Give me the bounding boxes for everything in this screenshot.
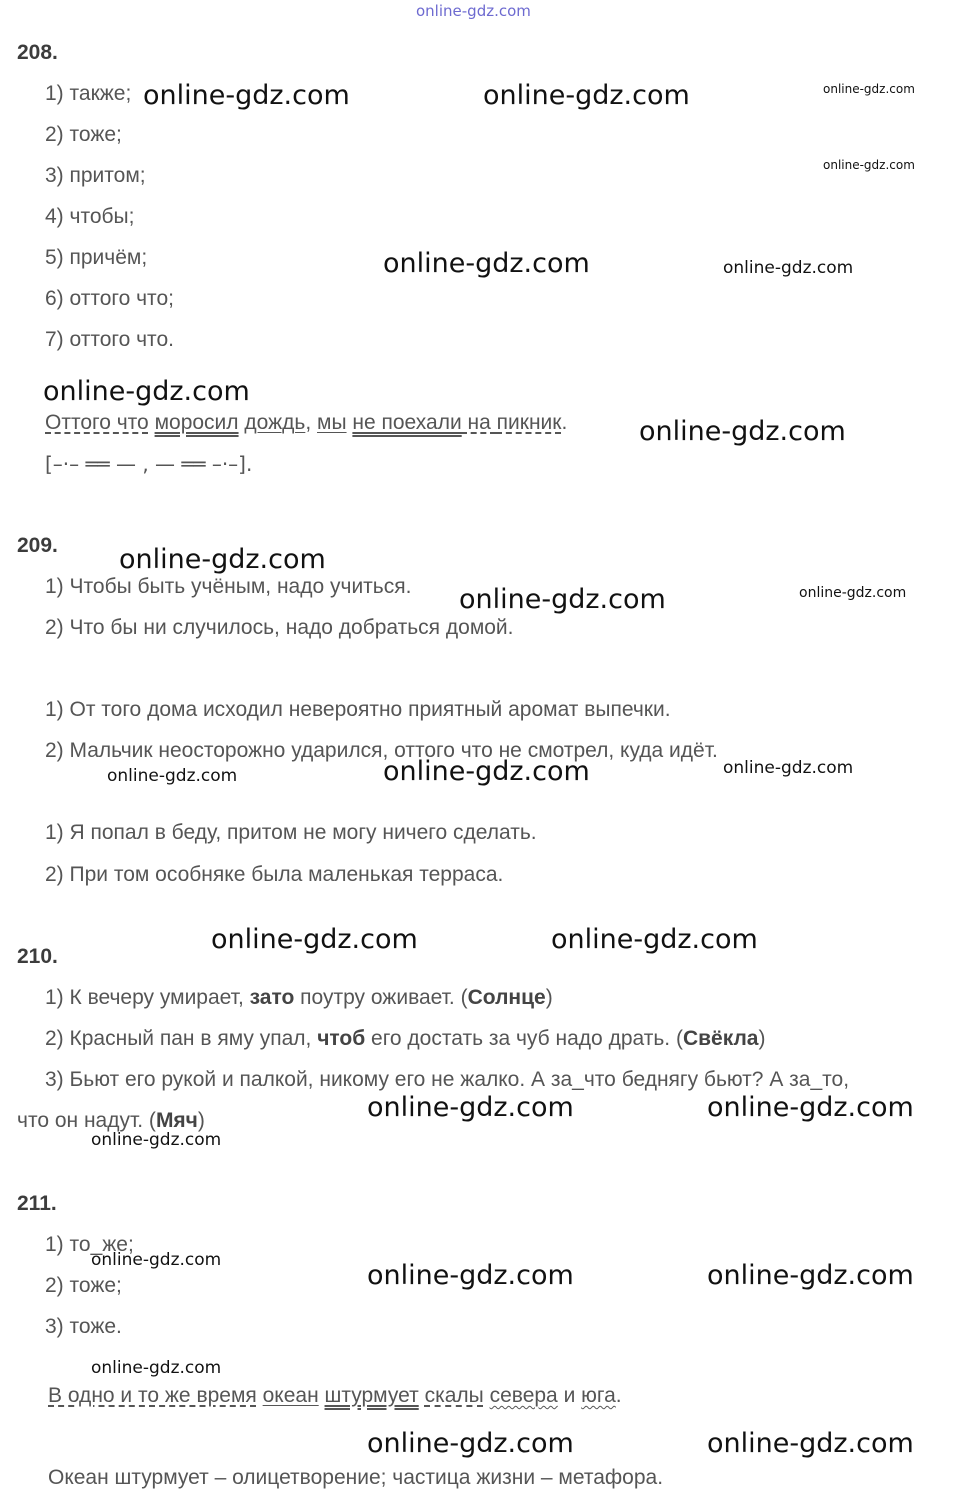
ex208-subject-1: дождь [244, 411, 306, 434]
ex210-r2-close: ) [758, 1027, 766, 1050]
exercise-number-209: 209. [17, 534, 58, 557]
ex210-r1-text2: поутру оживает. ( [294, 986, 468, 1009]
ex211-adverbial: В одно и то же время [48, 1384, 257, 1407]
ex209-a-item-2: 2) Что бы ни случилось, надо добраться домой. [45, 616, 514, 639]
ex208-subject-2: мы [317, 411, 347, 434]
exercise-number-211: 211. [17, 1192, 57, 1215]
watermark-8[interactable]: online-gdz.com [639, 416, 846, 447]
ex208-comma: , [305, 411, 318, 434]
ex211-subject: океан [262, 1384, 319, 1407]
ex210-r3-text: что он надут. ( [17, 1109, 156, 1132]
watermark-5[interactable]: online-gdz.com [383, 248, 590, 279]
ex208-item-7: 7) оттого что. [45, 328, 174, 351]
ex208-predicate-1: моросил [154, 411, 239, 434]
ex211-attribute-1: севера [489, 1384, 558, 1407]
ex208-item-1: 1) также; [45, 82, 132, 105]
ex209-b-item-2: 2) Мальчик неосторожно ударился, оттого что не смотрел, куда идёт. [45, 739, 718, 762]
watermark-24[interactable]: online-gdz.com [367, 1428, 574, 1459]
ex208-scheme: [–·– ══ — , — ══ –·–]. [45, 452, 253, 476]
watermark-16[interactable]: online-gdz.com [551, 924, 758, 955]
ex209-b-item-1: 1) От того дома исходил невероятно приятный аромат выпечки. [45, 698, 671, 721]
watermark-15[interactable]: online-gdz.com [211, 924, 418, 955]
watermark-14[interactable]: online-gdz.com [723, 758, 854, 778]
watermark-10[interactable]: online-gdz.com [459, 584, 666, 615]
ex210-r3-close: ) [197, 1109, 205, 1132]
ex210-riddle-2 [45, 1027, 765, 1051]
watermark-7[interactable]: online-gdz.com [43, 376, 250, 407]
watermark-25[interactable]: online-gdz.com [707, 1428, 914, 1459]
ex211-conj-i: и [557, 1384, 582, 1407]
exercise-number-208: 208. [17, 41, 58, 64]
ex208-preposition: на [461, 411, 497, 434]
site-header-label[interactable]: online-gdz.com [416, 2, 531, 20]
watermark-6[interactable]: online-gdz.com [723, 258, 854, 278]
watermark-4[interactable]: online-gdz.com [823, 158, 915, 172]
ex208-item-4: 4) чтобы; [45, 205, 135, 228]
watermark-23[interactable]: online-gdz.com [91, 1358, 222, 1378]
ex210-r2-conj: чтоб [317, 1027, 366, 1050]
watermark-11[interactable]: online-gdz.com [799, 585, 907, 601]
ex209-a-item-1: 1) Чтобы быть учёным, надо учиться. [45, 575, 412, 598]
ex210-r1-text: 1) К вечеру умирает, [45, 986, 250, 1009]
watermark-13[interactable]: online-gdz.com [383, 756, 590, 787]
ex209-c-item-2: 2) При том особняке была маленькая терраса. [45, 863, 504, 886]
ex208-item-5: 5) причём; [45, 246, 148, 269]
ex211-attribute-2: юга [581, 1384, 616, 1407]
ex211-object: скалы [424, 1384, 484, 1407]
ex211-item-1: 1) то_же; [45, 1233, 134, 1256]
ex208-sentence [45, 411, 567, 435]
watermark-1[interactable]: online-gdz.com [143, 80, 350, 111]
watermark-22[interactable]: online-gdz.com [707, 1260, 914, 1291]
watermark-12[interactable]: online-gdz.com [107, 766, 238, 786]
ex210-r3-answer: Мяч [155, 1109, 198, 1132]
ex210-riddle-1 [45, 986, 553, 1010]
watermark-2[interactable]: online-gdz.com [483, 80, 690, 111]
ex208-item-3: 3) притом; [45, 164, 146, 187]
ex208-conjunction: Оттого что [45, 411, 149, 434]
ex211-note: Океан штурмует – олицетворение; частица жизни – метафора. [48, 1466, 664, 1489]
ex211-item-3: 3) тоже. [45, 1315, 122, 1338]
ex208-period: . [561, 411, 568, 434]
watermark-3[interactable]: online-gdz.com [823, 82, 915, 96]
ex208-predicate-2: не поехали [352, 411, 462, 434]
watermark-20[interactable]: online-gdz.com [91, 1250, 222, 1270]
ex208-item-6: 6) оттого что; [45, 287, 174, 310]
watermark-18[interactable]: online-gdz.com [707, 1092, 914, 1123]
watermark-19[interactable]: online-gdz.com [91, 1130, 222, 1150]
exercise-number-210: 210. [17, 945, 58, 968]
ex210-r2-text2: его достать за чуб надо драть. ( [365, 1027, 683, 1050]
ex211-item-2: 2) тоже; [45, 1274, 122, 1297]
ex210-r2-answer: Свёкла [682, 1027, 759, 1050]
ex210-r1-answer: Солнце [467, 986, 546, 1009]
ex208-object: пикник [496, 411, 562, 434]
ex211-sentence [48, 1384, 622, 1408]
ex208-item-2: 2) тоже; [45, 123, 122, 146]
ex210-r1-close: ) [545, 986, 553, 1009]
watermark-17[interactable]: online-gdz.com [367, 1092, 574, 1123]
watermark-21[interactable]: online-gdz.com [367, 1260, 574, 1291]
ex211-predicate: штурмует [324, 1384, 419, 1407]
ex209-c-item-1: 1) Я попал в беду, притом не могу ничего сделать. [45, 821, 537, 844]
ex210-r1-conj: зато [249, 986, 295, 1009]
ex210-riddle-3a: 3) Бьют его рукой и палкой, никому его не жалко. А за_что беднягу бьют? А за_то, [45, 1068, 850, 1091]
ex210-r2-text: 2) Красный пан в яму упал, [45, 1027, 318, 1050]
watermark-9[interactable]: online-gdz.com [119, 544, 326, 575]
ex211-period: . [615, 1384, 622, 1407]
